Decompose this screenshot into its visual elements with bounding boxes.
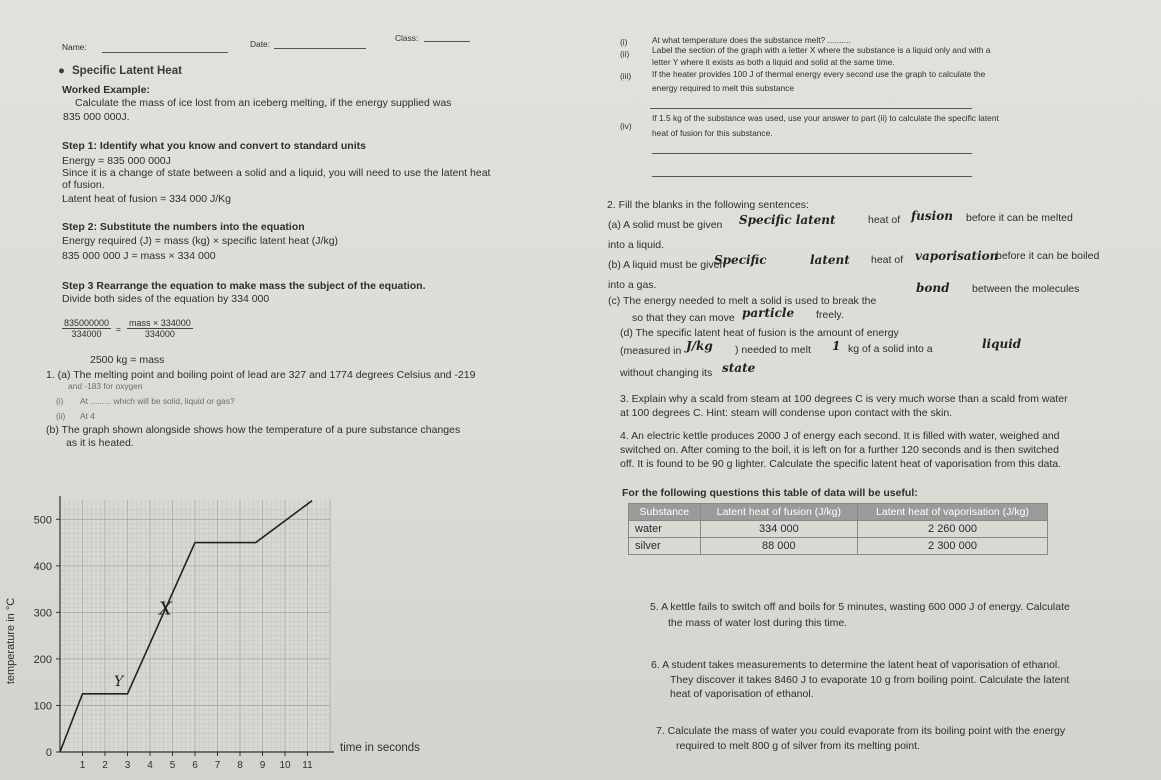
q2b-pre: (b) A liquid must be given: [608, 259, 726, 271]
y-axis-label: temperature in °C: [5, 597, 17, 685]
q2d-line3-pre: without changing its: [620, 367, 713, 379]
q2b-post: before it can be boiled: [996, 250, 1100, 262]
q7-line2: required to melt 800 g of silver from its melting point.: [676, 740, 920, 752]
q1a-line2: and -183 for oxygen: [68, 381, 143, 391]
step2-heading: Step 2: Substitute the numbers into the equation: [62, 221, 305, 233]
since-line-2: of fusion.: [62, 179, 105, 191]
date-label: Date:: [250, 39, 271, 49]
x-tick-label: 10: [279, 760, 291, 771]
question-text-2: 835 000 000J.: [63, 111, 130, 123]
q6-line3: heat of vaporisation of ethanol.: [670, 688, 814, 700]
fraction-left: [62, 318, 111, 339]
x-tick-label: 6: [192, 760, 198, 771]
q1-ii-num: (ii): [620, 49, 630, 59]
fraction-left-numerator: 835000000: [64, 318, 110, 328]
x-tick-label: 8: [237, 760, 243, 771]
q7-line1: 7. Calculate the mass of water you could evaporate from its boiling point with the energy: [656, 725, 1066, 737]
q1-iv-text: If 1.5 kg of the substance was used, use your answer to part (ii) to calculate the specific latent: [652, 113, 999, 123]
x-axis-label: time in seconds: [340, 742, 420, 754]
graph-grid: [60, 500, 330, 752]
table-cell: silver: [629, 538, 701, 555]
q2c-fill2[interactable]: particle: [742, 306, 795, 320]
q1a-i-label: (i): [56, 396, 64, 406]
x-tick-label: 2: [102, 760, 108, 771]
x-tick-label: 4: [147, 760, 153, 771]
q2b-line2: into a gas.: [608, 279, 657, 291]
step3-heading: Step 3 Rearrange the equation to make mass the subject of the equation.: [62, 280, 426, 292]
table-caption: For the following questions this table of data will be useful:: [622, 487, 918, 499]
q2d-fill2[interactable]: 1: [832, 339, 841, 353]
q2a-pre: (a) A solid must be given: [608, 219, 723, 231]
equation-line: Energy required (J) = mass (kg) × specific latent heat (J/kg): [62, 235, 339, 247]
q2a-post: before it can be melted: [966, 212, 1073, 224]
fraction-equals: =: [116, 324, 121, 334]
q1-i-text: At what temperature does the substance melt? ..........: [652, 35, 851, 45]
q2-heading: 2. Fill the blanks in the following sentences:: [607, 199, 809, 211]
q4-line3: off. It is found to be 90 g lighter. Calculate the specific latent heat of vaporisation from this data.: [620, 458, 1062, 470]
q2a-fill2[interactable]: fusion: [911, 209, 953, 223]
q2d-pre: (measured in: [620, 345, 682, 357]
answer-line-iv-b[interactable]: [652, 176, 972, 177]
fraction-right-numerator: mass × 334000: [129, 318, 191, 328]
q2c-line2-pre: so that they can move: [632, 312, 735, 324]
q1-ii-text: Label the section of the graph with a letter X where the substance is a liquid only and with a: [652, 45, 991, 55]
q3-line1: 3. Explain why a scald from steam at 100 degrees C is very much worse than a scald from water: [620, 393, 1068, 405]
energy-line: Energy = 835 000 000J: [62, 155, 171, 167]
q5-line1: 5. A kettle fails to switch off and boils for 5 minutes, wasting 600 000 J of energy. Calculate: [650, 601, 1070, 613]
latent-heat-line: Latent heat of fusion = 334 000 J/Kg: [62, 193, 232, 205]
table-header-cell: Substance: [629, 504, 701, 521]
name-label: Name:: [62, 42, 87, 52]
latent-heat-table: [628, 503, 1048, 555]
y-tick-label: 400: [33, 560, 52, 573]
answer-line-iii[interactable]: [650, 108, 972, 109]
x-tick-label: 11: [302, 760, 313, 771]
q2b-fill2[interactable]: latent: [810, 253, 850, 267]
y-tick-label: 100: [33, 700, 52, 713]
page-title: Specific Latent Heat: [72, 65, 182, 77]
step1-heading: Step 1: Identify what you know and convert to standard units: [62, 140, 366, 152]
x-tick-label: 3: [124, 760, 131, 771]
q2d-fill4[interactable]: state: [722, 361, 756, 375]
date-field[interactable]: [274, 48, 366, 49]
q4-line2: switched on. After coming to the boil, it is left on for a further 120 seconds and is then switched: [620, 444, 1059, 456]
divide-line: Divide both sides of the equation by 334 000: [62, 293, 270, 305]
x-tick-label: 9: [259, 760, 266, 771]
q2d-fill1[interactable]: J/kg: [686, 339, 713, 353]
since-line: Since it is a change of state between a solid and a liquid, you will need to use the latent heat: [62, 167, 491, 179]
y-tick-label: 0: [45, 747, 52, 759]
table-cell: 2 300 000: [857, 538, 1047, 555]
y-mark-label: Y: [114, 673, 124, 690]
q2c-fill[interactable]: bond: [916, 281, 950, 295]
answer-line-iv-a[interactable]: [652, 153, 972, 154]
q1-iv-num: (iv): [620, 121, 632, 131]
q2a-line2: into a liquid.: [608, 239, 665, 251]
q2d-mid: ) needed to melt: [735, 344, 811, 356]
class-label: Class:: [395, 33, 419, 43]
question-text: Calculate the mass of ice lost from an iceberg melting, if the energy supplied was: [75, 97, 452, 109]
q5-line2: the mass of water lost during this time.: [668, 617, 848, 629]
fraction-right: [127, 318, 193, 339]
q2d-line1: (d) The specific latent heat of fusion is the amount of energy: [620, 327, 899, 339]
y-tick-label: 500: [33, 514, 52, 527]
name-field[interactable]: [102, 52, 228, 53]
table-cell: water: [629, 521, 701, 538]
table-header-cell: Latent heat of vaporisation (J/kg): [857, 504, 1047, 521]
q2c-pre: (c) The energy needed to melt a solid is used to break the: [608, 295, 877, 307]
q1a-ii-label: (ii): [56, 411, 66, 421]
q2a-fill1[interactable]: Specific latent: [739, 213, 836, 227]
table-header-row: [629, 504, 1048, 521]
table-cell: 88 000: [700, 538, 857, 555]
q1-iv-text-2: heat of fusion for this substance.: [652, 128, 773, 138]
heating-curve-graph: [0, 470, 450, 780]
y-tick-label: 200: [33, 653, 52, 666]
q4-line1: 4. An electric kettle produces 2000 J of energy each second. It is filled with water, weighed and: [620, 430, 1060, 442]
worked-example-heading: Worked Example:: [62, 84, 150, 96]
q2c-line2-post: freely.: [816, 309, 844, 321]
x-tick-label: 5: [169, 760, 176, 771]
q2d-mid2: kg of a solid into a: [848, 343, 933, 355]
x-mark-label: X: [159, 598, 172, 620]
q2c-post: between the molecules: [972, 283, 1080, 295]
y-tick-label: 300: [33, 607, 52, 620]
q1b-text: (b) The graph shown alongside shows how the temperature of a pure substance changes: [46, 424, 461, 436]
bullet-icon: ●: [58, 65, 65, 77]
q2b-mid: heat of: [871, 254, 904, 266]
table-cell: 2 260 000: [857, 521, 1047, 538]
q1b-line2: as it is heated.: [66, 437, 134, 449]
q1a-ii-text: At 4: [80, 411, 95, 421]
table-cell: 334 000: [700, 521, 857, 538]
q1-iii-text-2: energy required to melt this substance: [652, 83, 794, 93]
x-tick-label: 1: [79, 760, 86, 771]
q1a-text: 1. (a) The melting point and boiling point of lead are 327 and 1774 degrees Celsius and -219: [46, 369, 476, 381]
table-header-cell: Latent heat of fusion (J/kg): [700, 504, 857, 521]
q1a-i-text: At ......... which will be solid, liquid or gas?: [80, 396, 235, 406]
q1-ii-text-2: letter Y where it exists as both a liquid and solid at the same time.: [652, 57, 895, 67]
q6-line1: 6. A student takes measurements to determine the latent heat of vaporisation of ethanol.: [651, 659, 1061, 671]
fraction-right-denominator: 334000: [144, 329, 175, 339]
q2b-fill3[interactable]: vaporisation: [915, 249, 999, 263]
x-tick-label: 7: [214, 760, 221, 771]
q2a-mid: heat of: [868, 214, 901, 226]
q3-line2: at 100 degrees C. Hint: steam will condense upon contact with the skin.: [620, 407, 953, 419]
q2b-fill1[interactable]: Specific: [714, 253, 767, 267]
q6-line2: They discover it takes 8460 J to evaporate 10 g from boiling point. Calculate the latent: [670, 674, 1070, 686]
q1-i-num: (i): [620, 37, 628, 47]
answer-line: 2500 kg = mass: [90, 354, 165, 366]
substituted-line: 835 000 000 J = mass × 334 000: [62, 250, 216, 262]
q1-iii-num: (iii): [620, 71, 632, 81]
q2d-fill3[interactable]: liquid: [982, 337, 1022, 351]
fraction-left-denominator: 334000: [71, 329, 102, 339]
q1-iii-text: If the heater provides 100 J of thermal energy every second use the graph to calculate the: [652, 69, 986, 79]
table-row: [629, 521, 1048, 538]
table-row: [629, 538, 1048, 555]
class-field[interactable]: [424, 41, 470, 42]
